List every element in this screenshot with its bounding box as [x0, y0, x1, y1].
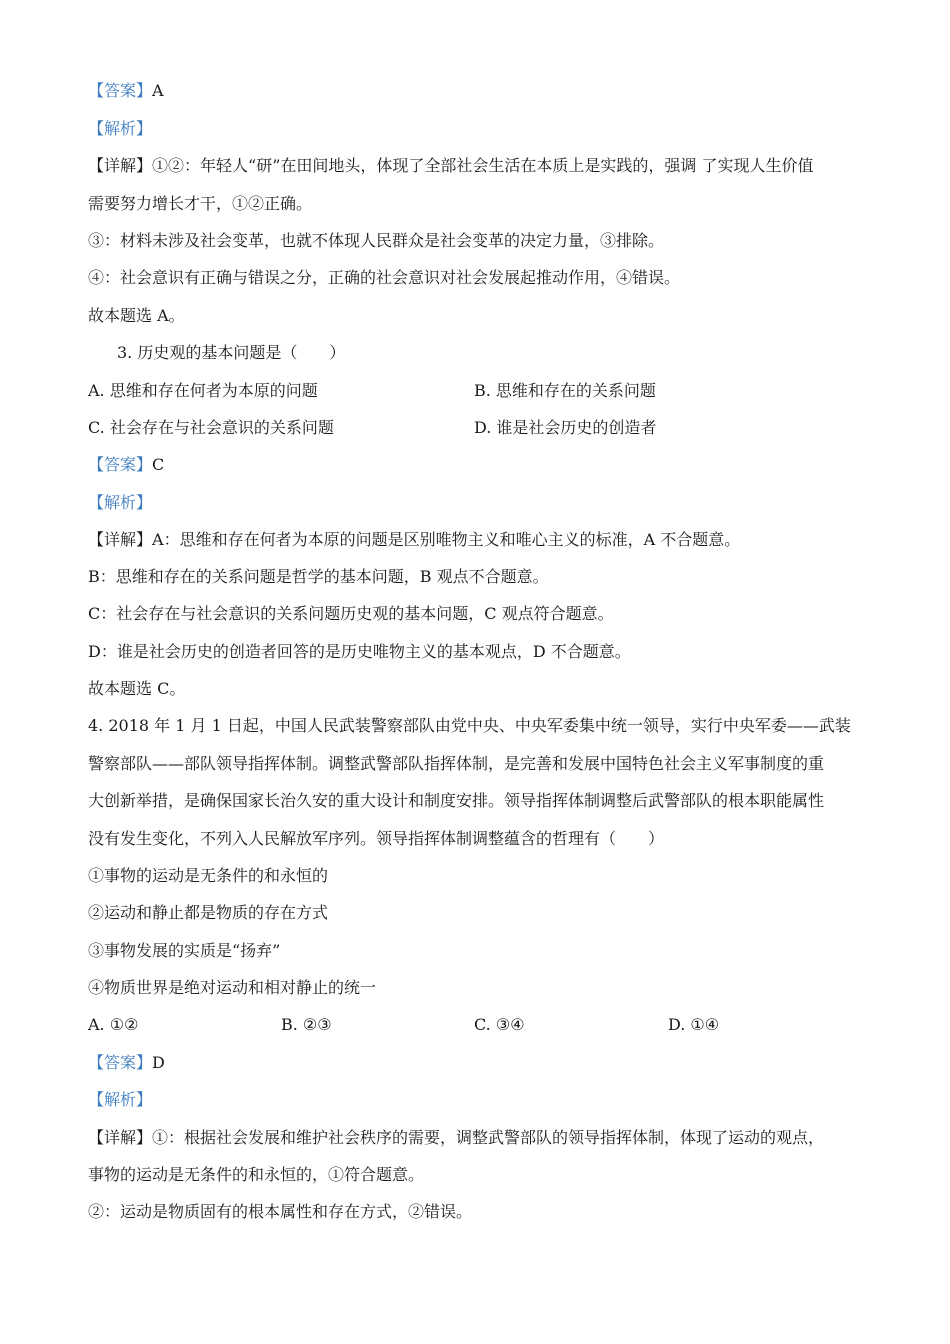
analysis-tag-q4: 【解析】 [88, 1090, 153, 1109]
detail-line-q4-3: ②：运动是物质固有的根本属性和存在方式，②错误。 [88, 1202, 473, 1221]
question-3-stem: 3. 历史观的基本问题是（ ） [117, 343, 346, 362]
q3-option-a: A. 思维和存在何者为本原的问题 [88, 381, 318, 400]
answer-value: A [152, 81, 164, 100]
q3-option-c: C. 社会存在与社会意识的关系问题 [88, 418, 334, 437]
detail-line-q3-a [88, 530, 868, 550]
detail-line-q3-b: B：思维和存在的关系问题是哲学的基本问题，B 观点不合题意。 [88, 567, 549, 586]
detail-line-q2-2: 需要努力增长才干，①②正确。 [88, 194, 313, 213]
detail-text: A：思维和存在何者为本原的问题是区别唯物主义和唯心主义的标准，A 不合题意。 [152, 530, 741, 549]
detail-line-q3-d: D：谁是社会历史的创造者回答的是历史唯物主义的基本观点，D 不合题意。 [88, 642, 631, 661]
detail-text: ①：根据社会发展和维护社会秩序的需要，调整武警部队的领导指挥体制，体现了运动的观点， [152, 1128, 825, 1147]
question-4-stem-4: 没有发生变化，不列入人民解放军序列。领导指挥体制调整蕴含的哲理有（ ） [88, 829, 665, 848]
q4-item-3: ③事物发展的实质是“扬弃” [88, 941, 281, 960]
answer-tag: 【答案】 [88, 1053, 153, 1072]
detail-tag: 【详解】 [88, 156, 153, 175]
detail-line-q4-2: 事物的运动是无条件的和永恒的，①符合题意。 [88, 1165, 425, 1184]
q4-item-4: ④物质世界是绝对运动和相对静止的统一 [88, 978, 377, 997]
q4-option-c: C. ③④ [474, 1015, 525, 1034]
answer-line-q3 [88, 455, 868, 475]
detail-text: ①②：年轻人“研”在田间地头，体现了全部社会生活在本质上是实践的，强调 了实现人生价值 [152, 156, 814, 175]
detail-line-q2-4: ④：社会意识有正确与错误之分，正确的社会意识对社会发展起推动作用，④错误。 [88, 268, 681, 287]
detail-line-q3-c: C：社会存在与社会意识的关系问题历史观的基本问题，C 观点符合题意。 [88, 604, 614, 623]
conclusion-q2: 故本题选 A。 [88, 306, 185, 325]
detail-tag: 【详解】 [88, 1128, 153, 1147]
question-4-stem-1: 4. 2018 年 1 月 1 日起，中国人民武装警察部队由党中央、中央军委集中统一领导，实行中央军委——武装 [88, 716, 851, 735]
answer-tag: 【答案】 [88, 455, 153, 474]
answer-value: D [152, 1053, 165, 1072]
detail-line-q4-1 [88, 1128, 868, 1148]
detail-tag: 【详解】 [88, 530, 153, 549]
answer-line-q4 [88, 1053, 868, 1073]
analysis-tag-q2: 【解析】 [88, 119, 153, 138]
q4-option-a: A. ①② [88, 1015, 139, 1034]
question-4-stem-2: 警察部队——部队领导指挥体制。调整武警部队指挥体制，是完善和发展中国特色社会主义军事制度的重 [88, 754, 825, 773]
question-4-stem-3: 大创新举措，是确保国家长治久安的重大设计和制度安排。领导指挥体制调整后武警部队的根本职能属性 [88, 791, 825, 810]
analysis-tag-q3: 【解析】 [88, 493, 153, 512]
conclusion-q3: 故本题选 C。 [88, 679, 186, 698]
q4-item-2: ②运动和静止都是物质的存在方式 [88, 903, 329, 922]
answer-line-q2 [88, 81, 868, 101]
q4-option-b: B. ②③ [281, 1015, 332, 1034]
detail-line-q2-1 [88, 156, 868, 176]
answer-tag: 【答案】 [88, 81, 153, 100]
q3-option-d: D. 谁是社会历史的创造者 [474, 418, 657, 437]
detail-line-q2-3: ③：材料未涉及社会变革，也就不体现人民群众是社会变革的决定力量，③排除。 [88, 231, 665, 250]
q3-option-b: B. 思维和存在的关系问题 [474, 381, 656, 400]
answer-value: C [152, 455, 165, 474]
q4-option-d: D. ①④ [668, 1015, 720, 1034]
q4-item-1: ①事物的运动是无条件的和永恒的 [88, 866, 329, 885]
